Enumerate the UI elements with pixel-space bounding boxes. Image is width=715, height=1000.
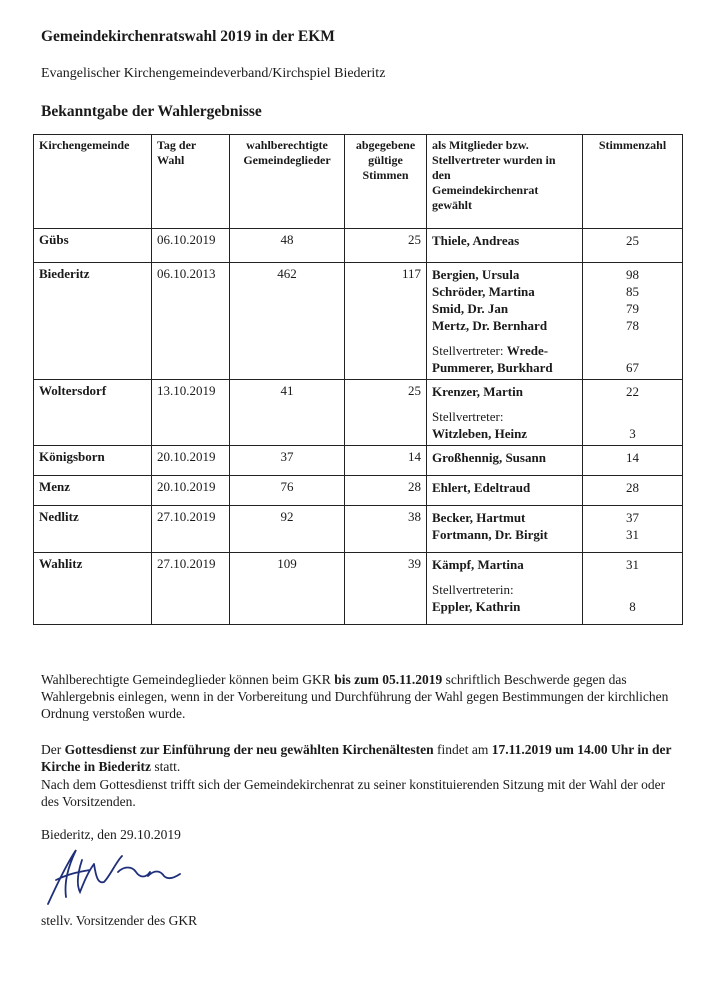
member-name: Becker, Hartmut xyxy=(432,510,526,525)
deputy-count: 3 xyxy=(629,426,636,441)
cell-counts xyxy=(583,229,683,263)
member-name: Fortmann, Dr. Birgit xyxy=(432,527,548,542)
header-stimmenzahl: Stimmenzahl xyxy=(583,135,683,229)
table-row xyxy=(34,476,683,506)
cell-counts xyxy=(583,553,683,625)
place-date: Biederitz, den 29.10.2019 xyxy=(41,827,181,842)
member-name: Kämpf, Martina xyxy=(432,557,524,572)
member-name: Bergien, Ursula xyxy=(432,267,520,282)
vote-count: 14 xyxy=(626,450,639,465)
deputy-name: Witzleben, Heinz xyxy=(432,426,528,441)
cell-votes: 25 xyxy=(345,229,427,263)
header-kirchengemeinde: Kirchengemeinde xyxy=(34,135,152,229)
cell-eligible: 462 xyxy=(230,263,345,380)
complaint-paragraph: Wahlberechtigte Gemeindeglieder können beim GKR bis zum 05.11.2019 schriftlich Beschwerde gegen das Wahlergebnis einlegen, wenn in der Vorbereitung und Durchführung der Wahl gegen Bestimmungen der kirchlichen Ordnung verstoßen wurde. xyxy=(41,672,669,721)
document-title: Gemeindekirchenratswahl 2019 in der EKM xyxy=(41,28,335,45)
cell-votes: 14 xyxy=(345,446,427,476)
header-wahlberechtigte: wahlberechtigte Gemeindeglieder xyxy=(230,135,345,229)
cell-eligible: 109 xyxy=(230,553,345,625)
cell-gemeinde: Woltersdorf xyxy=(34,380,152,446)
cell-members xyxy=(427,446,583,476)
signature-image xyxy=(38,842,198,912)
table-row xyxy=(34,229,683,263)
cell-date: 20.10.2019 xyxy=(152,476,230,506)
cell-eligible: 41 xyxy=(230,380,345,446)
vote-count: 79 xyxy=(626,301,639,316)
cell-date: 06.10.2013 xyxy=(152,263,230,380)
table-row xyxy=(34,446,683,476)
deputy-label: Stellvertreter: xyxy=(432,343,504,358)
cell-date: 20.10.2019 xyxy=(152,446,230,476)
cell-eligible: 37 xyxy=(230,446,345,476)
cell-members xyxy=(427,506,583,553)
cell-gemeinde: Königsborn xyxy=(34,446,152,476)
table-row xyxy=(34,553,683,625)
cell-date: 06.10.2019 xyxy=(152,229,230,263)
cell-votes: 38 xyxy=(345,506,427,553)
cell-votes: 25 xyxy=(345,380,427,446)
vote-count: 31 xyxy=(626,557,639,572)
header-gewaehlt: als Mitglieder bzw. Stellvertreter wurden in den Gemeindekirchenrat gewählt xyxy=(427,135,583,229)
deputy-name: Pummerer, Burkhard xyxy=(432,360,553,375)
cell-members xyxy=(427,476,583,506)
member-name: Mertz, Dr. Bernhard xyxy=(432,318,548,333)
vote-count: 98 xyxy=(626,267,639,282)
cell-gemeinde: Nedlitz xyxy=(34,506,152,553)
header-abgegebene: abgegebene gültige Stimmen xyxy=(345,135,427,229)
header-tag-der-wahl: Tag der Wahl xyxy=(152,135,230,229)
cell-votes: 117 xyxy=(345,263,427,380)
cell-counts xyxy=(583,476,683,506)
vote-count: 22 xyxy=(626,384,639,399)
deputy-name: Eppler, Kathrin xyxy=(432,599,521,614)
vote-count: 25 xyxy=(626,233,639,248)
member-name: Ehlert, Edeltraud xyxy=(432,480,531,495)
results-table xyxy=(33,134,683,625)
cell-counts xyxy=(583,506,683,553)
member-name: Thiele, Andreas xyxy=(432,233,520,248)
cell-counts xyxy=(583,263,683,380)
vote-count: 37 xyxy=(626,510,639,525)
member-name: Schröder, Martina xyxy=(432,284,535,299)
vote-count: 85 xyxy=(626,284,639,299)
member-name: Krenzer, Martin xyxy=(432,384,523,399)
vote-count: 28 xyxy=(626,480,639,495)
cell-gemeinde: Menz xyxy=(34,476,152,506)
deputy-count: 8 xyxy=(629,599,636,614)
cell-members xyxy=(427,263,583,380)
cell-date: 13.10.2019 xyxy=(152,380,230,446)
table-row xyxy=(34,380,683,446)
cell-date: 27.10.2019 xyxy=(152,506,230,553)
cell-counts xyxy=(583,446,683,476)
cell-counts xyxy=(583,380,683,446)
deputy-name: Wrede- xyxy=(506,343,549,358)
cell-members xyxy=(427,553,583,625)
vote-count: 31 xyxy=(626,527,639,542)
vote-count: 78 xyxy=(626,318,639,333)
member-name: Großhennig, Susann xyxy=(432,450,546,465)
cell-eligible: 76 xyxy=(230,476,345,506)
cell-eligible: 92 xyxy=(230,506,345,553)
member-name: Smid, Dr. Jan xyxy=(432,301,509,316)
cell-members xyxy=(427,380,583,446)
table-row xyxy=(34,263,683,380)
cell-votes: 39 xyxy=(345,553,427,625)
deputy-count: 67 xyxy=(626,360,639,375)
deputy-label: Stellvertreterin: xyxy=(432,582,514,597)
document-subtitle: Evangelischer Kirchengemeindeverband/Kirchspiel Biederitz xyxy=(41,66,386,81)
table-header-row xyxy=(34,135,683,229)
table-row xyxy=(34,506,683,553)
cell-votes: 28 xyxy=(345,476,427,506)
cell-gemeinde: Biederitz xyxy=(34,263,152,380)
meeting-paragraph: Nach dem Gottesdienst trifft sich der Gemeindekirchenrat zu seiner konstituierenden Sitzung mit der Wahl der oder des Vorsitzenden. xyxy=(41,777,666,809)
cell-gemeinde: Gübs xyxy=(34,229,152,263)
cell-gemeinde: Wahlitz xyxy=(34,553,152,625)
cell-date: 27.10.2019 xyxy=(152,553,230,625)
signer-title: stellv. Vorsitzender des GKR xyxy=(41,913,198,928)
deputy-label: Stellvertreter: xyxy=(432,409,504,424)
cell-eligible: 48 xyxy=(230,229,345,263)
section-heading: Bekanntgabe der Wahlergebnisse xyxy=(41,103,262,120)
service-paragraph: Der Gottesdienst zur Einführung der neu gewählten Kirchenältesten findet am 17.11.2019 um 14.00 Uhr in der Kirche in Biederitz statt. xyxy=(41,742,672,774)
cell-members xyxy=(427,229,583,263)
